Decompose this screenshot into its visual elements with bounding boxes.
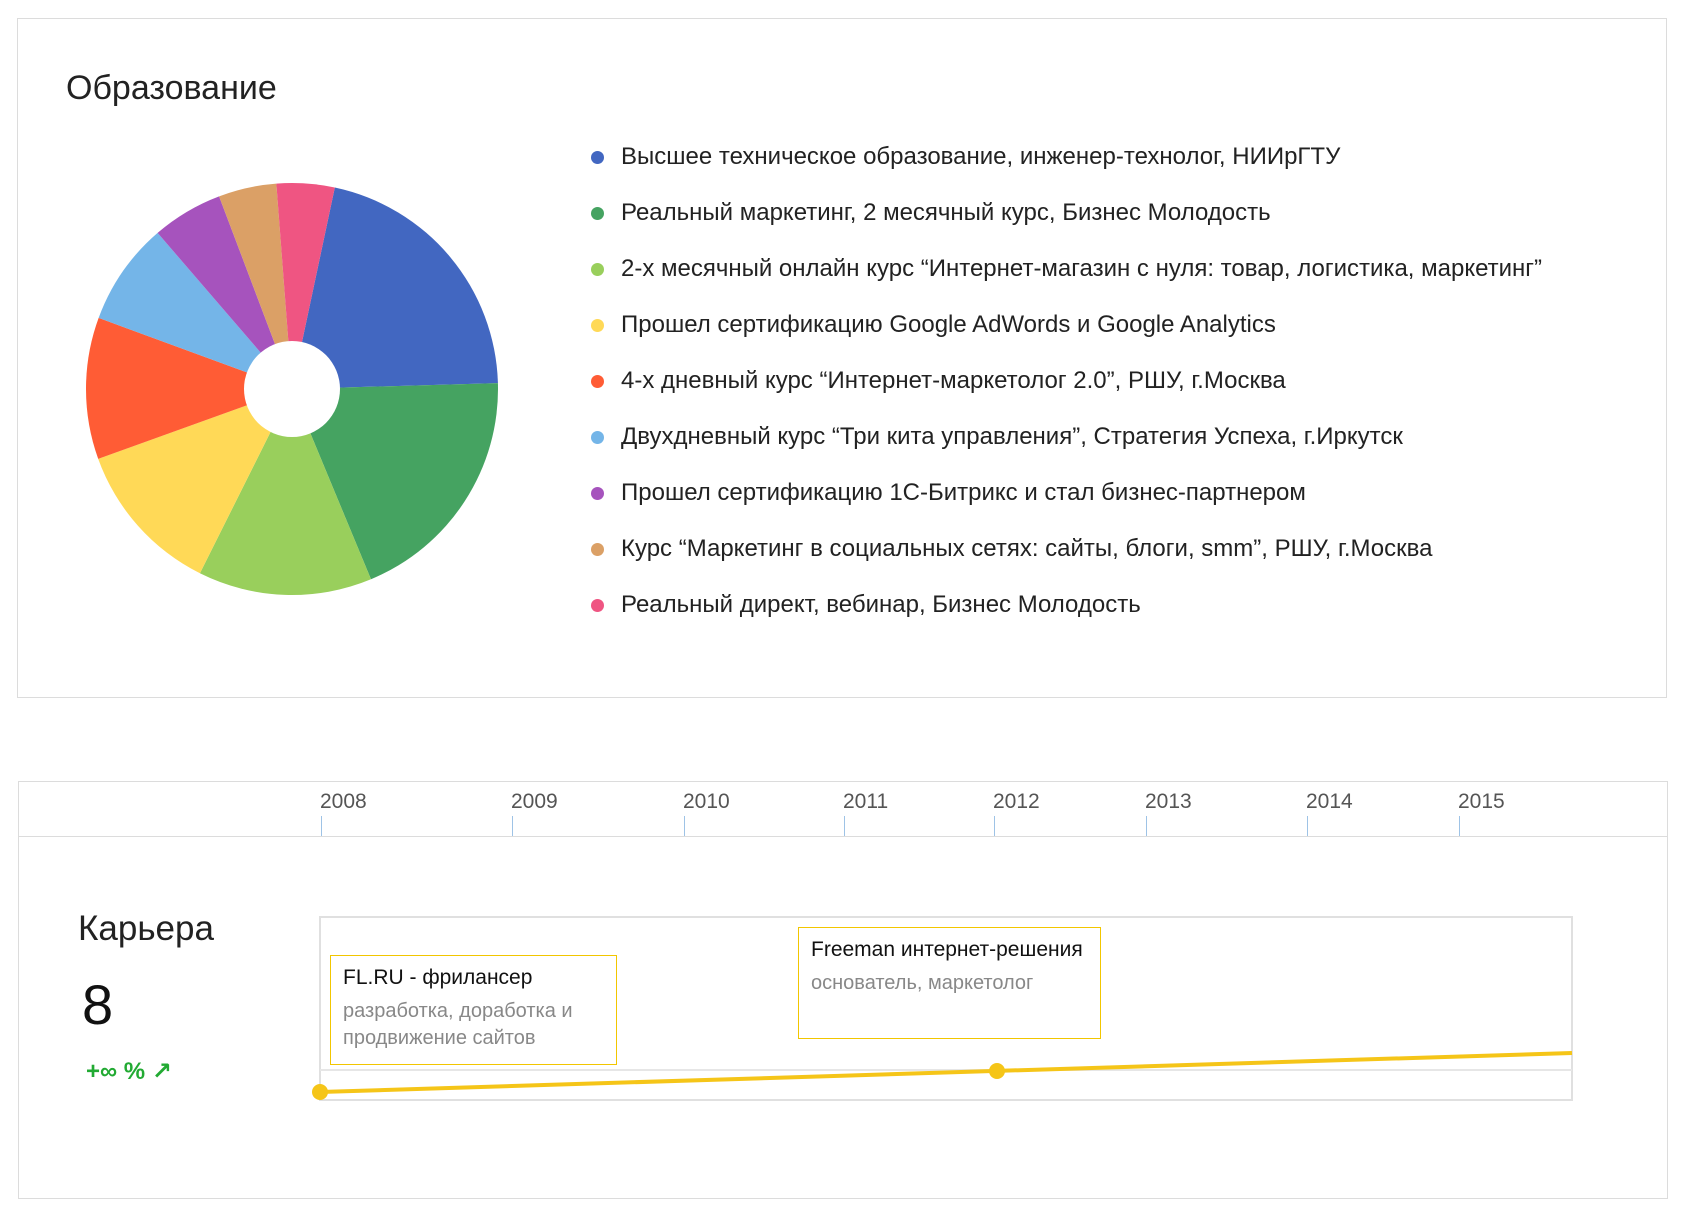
legend-item[interactable] <box>591 409 1542 465</box>
education-card <box>17 18 1667 698</box>
education-legend <box>591 129 1542 633</box>
legend-item[interactable] <box>591 241 1542 297</box>
year-label: 2013 <box>1145 790 1192 813</box>
job-description: основатель, маркетолог <box>811 972 1034 994</box>
legend-dot-6 <box>591 487 604 500</box>
legend-label: 4-х дневный курс “Интернет-маркетолог 2.0”, РШУ, г.Москва <box>621 367 1286 394</box>
legend-dot-3 <box>591 319 604 332</box>
legend-label: Курс “Маркетинг в социальных сетях: сайты, блоги, smm”, РШУ, г.Москва <box>621 535 1433 562</box>
legend-dot-5 <box>591 431 604 444</box>
legend-label: Прошел сертификацию 1С-Битрикс и стал бизнес-партнером <box>621 479 1306 506</box>
job-card[interactable] <box>330 955 617 1065</box>
year-label: 2011 <box>843 790 889 813</box>
legend-dot-4 <box>591 375 604 388</box>
career-point[interactable] <box>312 1084 328 1100</box>
job-name: Freeman интернет-решения <box>811 938 1083 961</box>
legend-dot-8 <box>591 599 604 612</box>
legend-label: Высшее техническое образование, инженер-технолог, НИИрГТУ <box>621 143 1341 170</box>
legend-item[interactable] <box>591 521 1542 577</box>
career-card <box>18 781 1668 1199</box>
legend-label: Реальный маркетинг, 2 месячный курс, Бизнес Молодость <box>621 199 1271 226</box>
legend-label: 2-х месячный онлайн курс “Интернет-магазин с нуля: товар, логистика, маркетинг” <box>621 255 1543 282</box>
pie-svg <box>62 159 522 619</box>
legend-label: Реальный директ, вебинар, Бизнес Молодость <box>621 591 1141 618</box>
year-label: 2014 <box>1306 790 1353 813</box>
job-description: разработка, доработка и продвижение сайтов <box>343 1000 573 1049</box>
legend-dot-0 <box>591 151 604 164</box>
year-label: 2015 <box>1458 790 1505 813</box>
year-label: 2010 <box>683 790 730 813</box>
career-delta: +∞ % ↗ <box>86 1058 172 1085</box>
legend-label: Прошел сертификацию Google AdWords и Google Analytics <box>621 311 1276 338</box>
education-pie-chart <box>62 159 522 619</box>
legend-item[interactable] <box>591 353 1542 409</box>
pie-center-hole <box>244 341 340 437</box>
legend-item[interactable] <box>591 185 1542 241</box>
legend-label: Двухдневный курс “Три кита управления”, Стратегия Успеха, г.Иркутск <box>621 423 1403 450</box>
career-point[interactable] <box>989 1063 1005 1079</box>
legend-dot-1 <box>591 207 604 220</box>
job-card[interactable] <box>798 927 1101 1039</box>
legend-item[interactable] <box>591 465 1542 521</box>
education-title: Образование <box>66 69 277 107</box>
year-label: 2008 <box>320 790 367 813</box>
legend-dot-2 <box>591 263 604 276</box>
job-name: FL.RU - фрилансер <box>343 966 533 989</box>
year-label: 2012 <box>993 790 1040 813</box>
legend-item[interactable] <box>591 129 1542 185</box>
career-count: 8 <box>82 973 114 1036</box>
career-title: Карьера <box>78 909 214 948</box>
legend-item[interactable] <box>591 297 1542 353</box>
legend-item[interactable] <box>591 577 1542 633</box>
legend-dot-7 <box>591 543 604 556</box>
year-label: 2009 <box>511 790 558 813</box>
